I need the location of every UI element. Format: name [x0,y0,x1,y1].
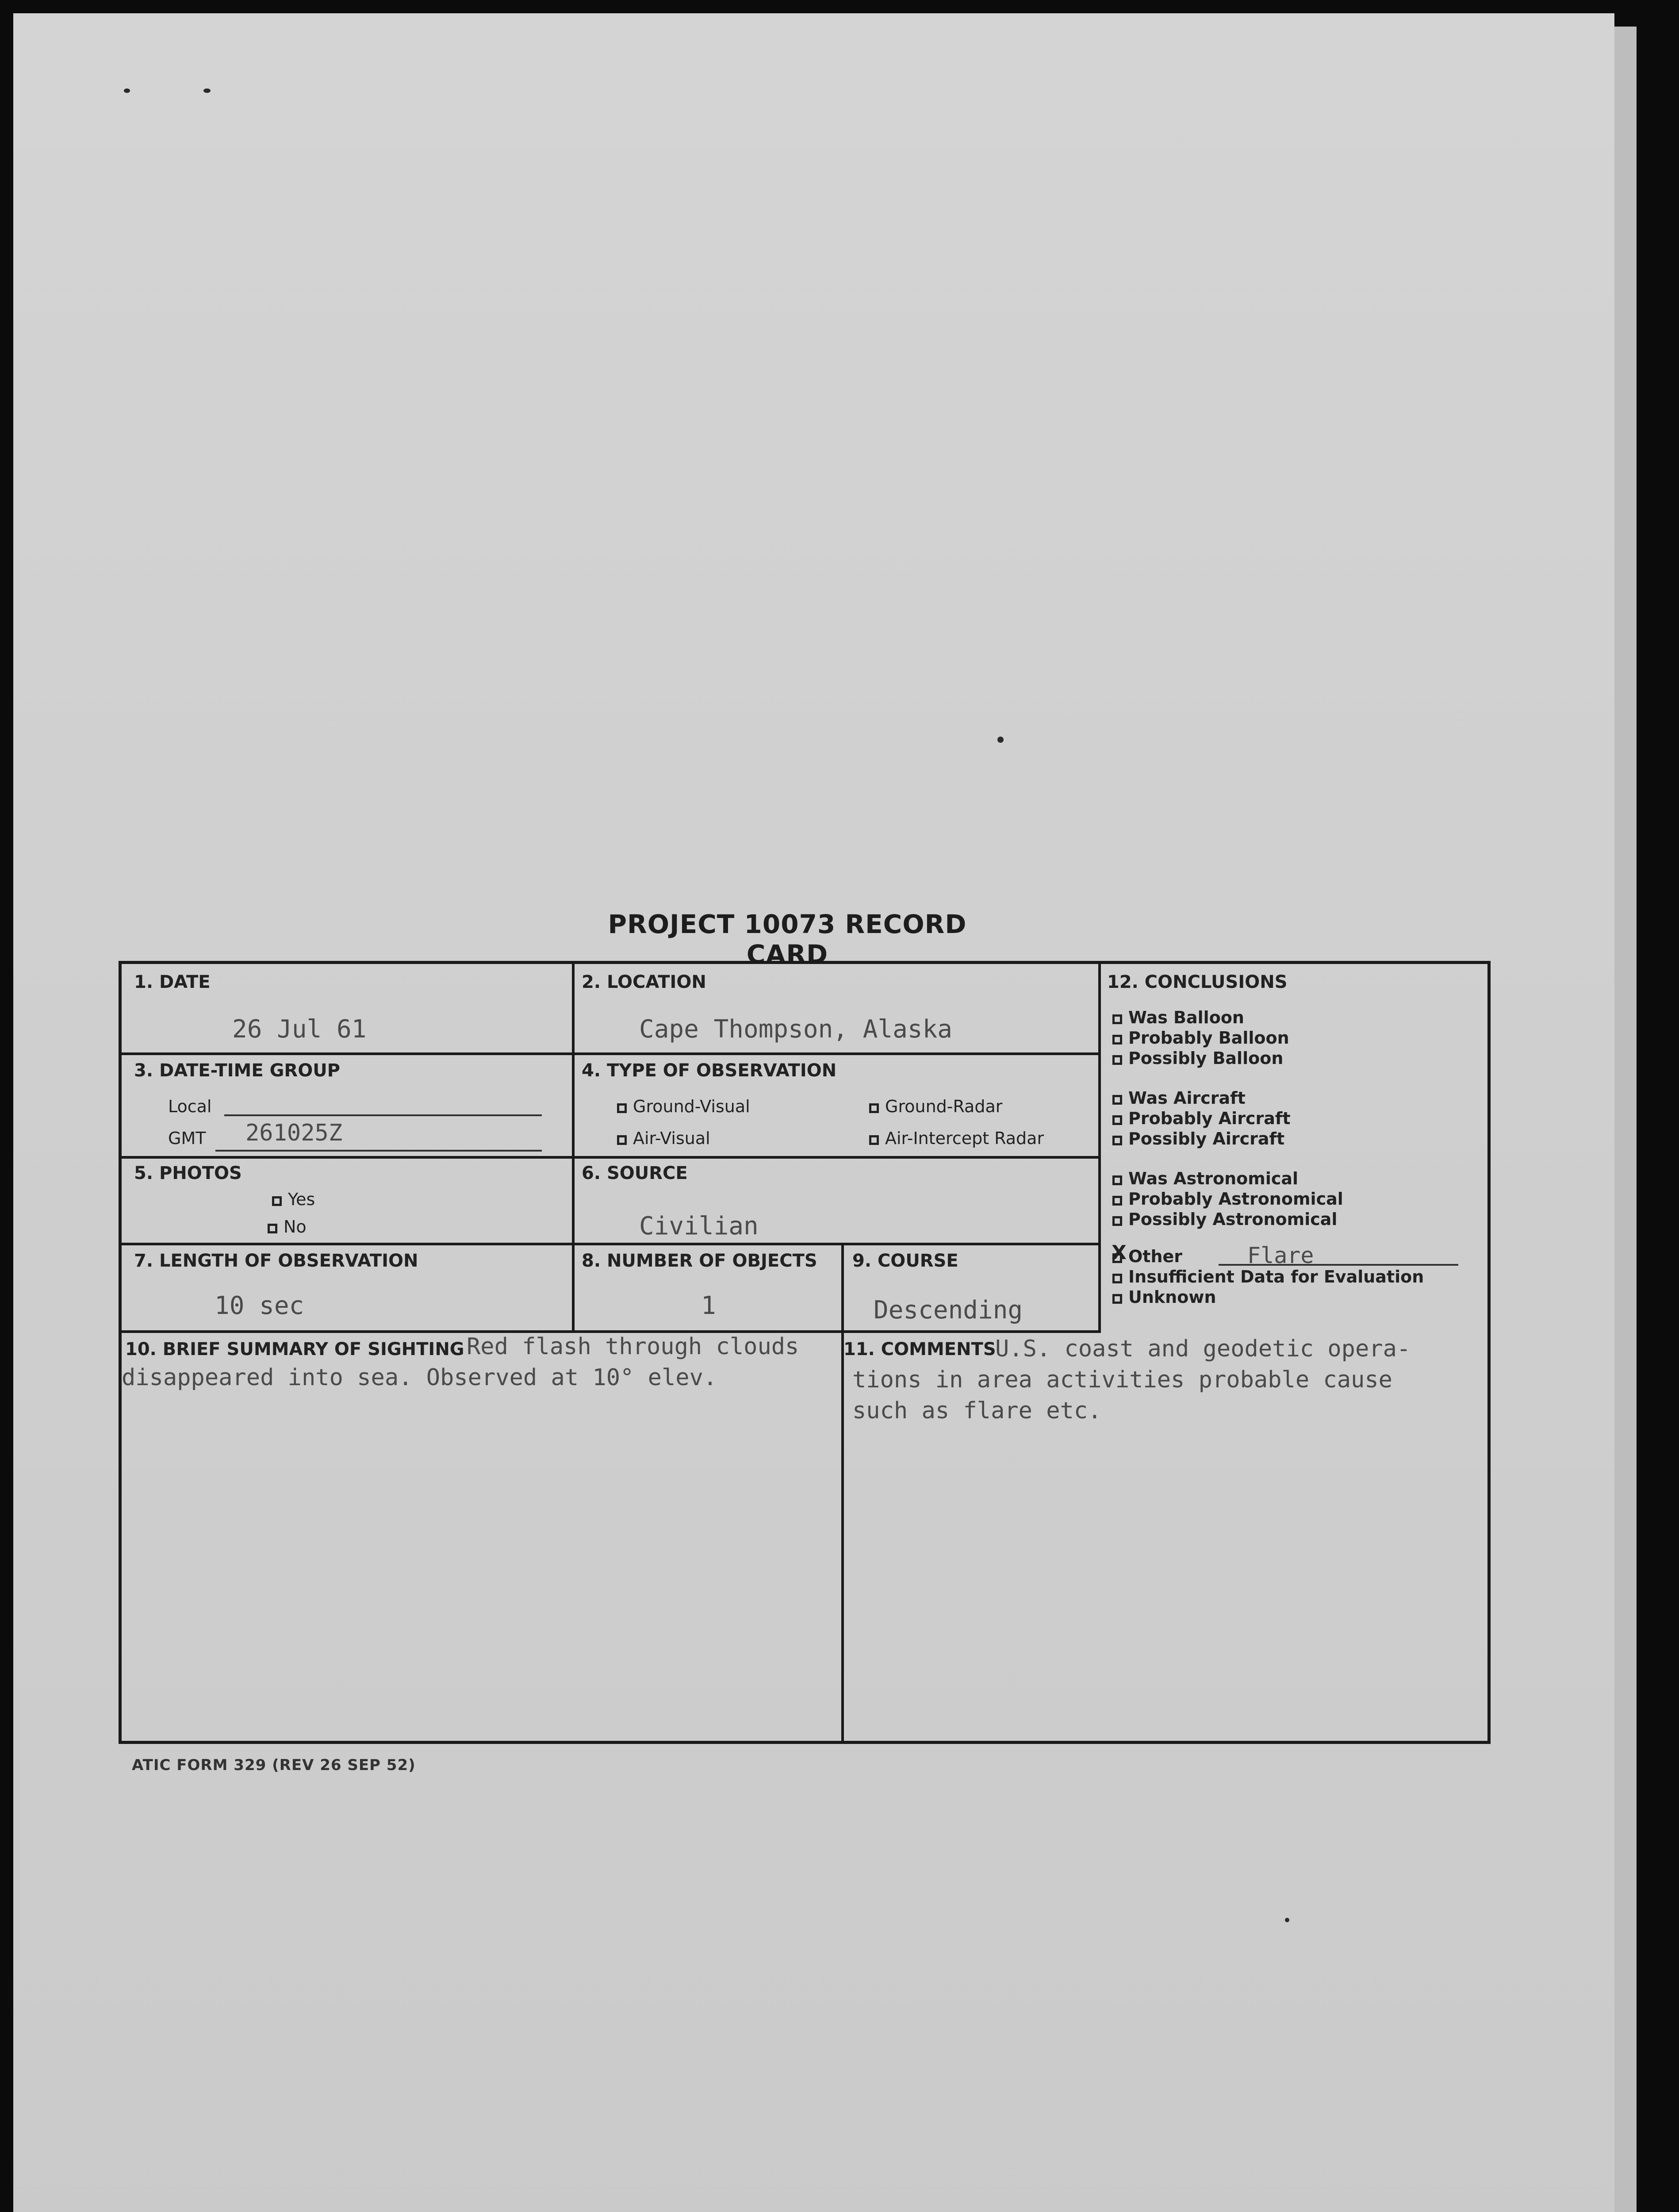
conclusion-other-value: Flare [1247,1243,1314,1268]
dtg-local-line [224,1114,542,1116]
obs-ground-radar: Ground-Radar [869,1097,1002,1116]
checkbox-icon [1112,1055,1122,1065]
checkbox-icon [1112,1196,1122,1206]
comments-line-2: tions in area activities probable cause [852,1367,1392,1393]
summary-line-2: disappeared into sea. Observed at 10° elev. [122,1364,717,1391]
checkbox-icon [617,1103,627,1113]
photos-no: No [268,1217,307,1237]
obs-air-intercept-radar: Air-Intercept Radar [869,1129,1044,1148]
date-value: 26 Jul 61 [232,1015,367,1044]
checkbox-icon [1112,1115,1122,1125]
summary-label: 10. BRIEF SUMMARY OF SIGHTING [125,1339,464,1359]
checkbox-icon [272,1196,282,1206]
dtg-local-label: Local [168,1097,212,1116]
location-value: Cape Thompson, Alaska [639,1015,953,1044]
conclusion-other: X Other [1112,1241,1183,1266]
source-label: 6. SOURCE [582,1163,688,1183]
obs-ground-visual: Ground-Visual [617,1097,750,1116]
divider [841,1243,844,1744]
divider [122,1052,1101,1055]
dtg-label: 3. DATE-TIME GROUP [134,1060,340,1081]
conclusion-item: Possibly Astronomical [1112,1209,1343,1229]
conclusion-item: Possibly Balloon [1112,1048,1289,1068]
obs-type-label: 4. TYPE OF OBSERVATION [582,1060,837,1081]
conclusion-balloon-group [1112,1007,1289,1068]
scan-speck [1285,1918,1289,1922]
photos-yes: Yes [272,1190,315,1209]
comments-line-3: such as flare etc. [852,1398,1102,1424]
location-label: 2. LOCATION [582,972,706,992]
checkbox-icon [617,1135,627,1145]
length-label: 7. LENGTH OF OBSERVATION [134,1251,418,1271]
conclusion-item: Probably Balloon [1112,1028,1289,1048]
photos-label: 5. PHOTOS [134,1163,242,1183]
checkbox-icon [1112,1136,1122,1145]
checkbox-icon [1112,1035,1122,1045]
divider [572,964,575,1330]
num-objects-label: 8. NUMBER OF OBJECTS [582,1251,817,1271]
divider [122,1330,1101,1333]
scan-speck [124,88,130,93]
dtg-gmt-line [215,1150,542,1152]
dtg-gmt-value: 261025Z [245,1120,343,1146]
divider [122,1156,1101,1159]
dtg-gmt-label: GMT [168,1129,206,1148]
length-value: 10 sec [215,1291,304,1320]
num-objects-value: 1 [701,1291,716,1320]
checkbox-icon [1112,1294,1122,1304]
conclusion-item: Probably Aircraft [1112,1108,1291,1129]
date-label: 1. DATE [134,972,211,992]
obs-air-visual: Air-Visual [617,1129,710,1148]
checkbox-icon [869,1135,879,1145]
checkbox-icon [1112,1274,1122,1283]
checkbox-icon [1112,1216,1122,1226]
scan-speck [997,737,1004,743]
checkbox-icon [1112,1014,1122,1024]
summary-line-1: Red flash through clouds [467,1333,799,1360]
checkbox-icon [1112,1175,1122,1185]
conclusion-item: Was Astronomical [1112,1168,1343,1189]
card-title: PROJECT 10073 RECORD CARD [608,909,967,969]
comments-line-1: U.S. coast and geodetic opera- [995,1336,1411,1362]
checkbox-icon [1112,1095,1122,1105]
conclusion-item: Probably Astronomical [1112,1189,1343,1209]
divider [122,1243,1101,1245]
paper-edge [1614,27,1637,2212]
source-value: Civilian [639,1212,759,1240]
conclusion-item: Was Balloon [1112,1007,1289,1028]
conclusion-insufficient: Insufficient Data for Evaluation [1112,1267,1424,1287]
comments-label: 11. COMMENTS [843,1339,996,1359]
conclusion-astronomical-group [1112,1168,1343,1229]
conclusions-label: 12. CONCLUSIONS [1107,972,1288,992]
conclusion-unknown: Unknown [1112,1287,1216,1307]
form-id: ATIC FORM 329 (REV 26 SEP 52) [132,1756,416,1774]
conclusion-item: Was Aircraft [1112,1088,1291,1108]
checkbox-icon [268,1224,277,1233]
conclusion-item: Possibly Aircraft [1112,1129,1291,1149]
course-value: Descending [874,1296,1023,1325]
scan-speck [203,88,211,93]
checkbox-icon [869,1103,879,1113]
divider [1098,964,1101,1330]
checkbox-mark: X [1112,1241,1127,1264]
record-card [119,961,1491,1744]
course-label: 9. COURSE [852,1251,958,1271]
conclusion-aircraft-group [1112,1088,1291,1149]
